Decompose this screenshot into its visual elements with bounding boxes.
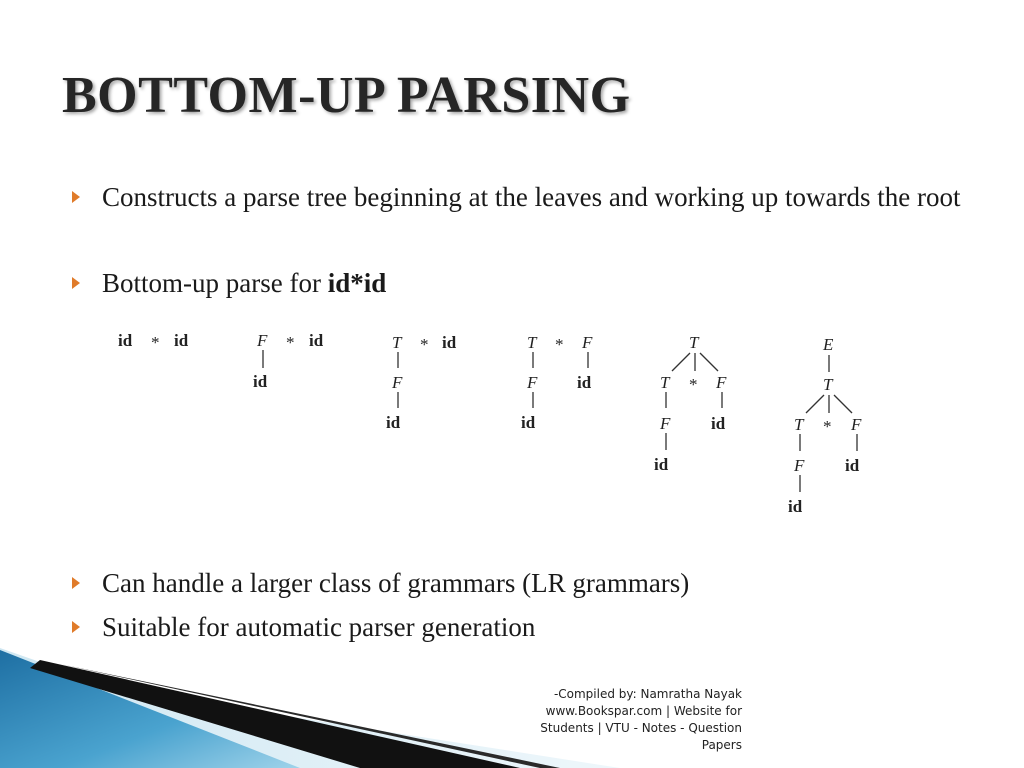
tree-node-id: id [845,456,860,475]
tree-node-id: id [442,333,457,352]
parse-stage-2 [253,331,324,391]
footer-credit [492,686,742,754]
tree-node-id: id [174,331,189,350]
footer-line: -Compiled by: Namratha Nayak [553,687,742,701]
tree-node-T: T [392,333,402,352]
tree-node-star: * [555,335,564,354]
parse-stage-5 [654,333,727,474]
tree-node-T: T [660,373,670,392]
footer-line: Papers [701,738,742,752]
tree-node-id: id [309,331,324,350]
tree-node-F: F [851,415,862,434]
tree-node-id: id [118,331,133,350]
bullet-text-bold: id*id [327,268,387,298]
tree-node-star: * [823,417,832,436]
tree-node-star: * [286,333,295,352]
bullet-text-prefix: Bottom-up parse for [102,268,328,298]
tree-node-id: id [654,455,669,474]
tree-node-id: id [521,413,536,432]
tree-node-F: F [716,373,727,392]
tree-node-T: T [823,375,833,394]
tree-node-E: E [823,335,834,354]
tree-node-id: id [788,497,803,516]
parse-stage-1 [118,331,189,352]
tree-node-F: F [660,414,671,433]
bullet-text: Suitable for automatic parser generation [102,612,536,642]
tree-node-id: id [386,413,401,432]
tree-node-star: * [420,335,429,354]
slide-title: BOTTOM-UP PARSING [62,67,631,124]
tree-node-F: F [582,333,593,352]
bullet-text: Constructs a parse tree beginning at the leaves and working up towards the root [102,182,961,212]
parse-stage-3 [386,333,457,432]
footer-line: Students | VTU - Notes - Question [540,721,742,735]
tree-node-id: id [711,414,726,433]
tree-node-id: id [253,372,268,391]
tree-node-id: id [577,373,592,392]
tree-node-F: F [527,373,538,392]
tree-node-F: F [257,331,268,350]
tree-node-T: T [527,333,537,352]
bullet-text: Can handle a larger class of grammars (LR grammars) [102,568,690,598]
tree-node-T: T [794,415,804,434]
tree-node-F: F [392,373,403,392]
parse-stage-6 [788,335,862,516]
tree-node-T: T [689,333,699,352]
tree-node-star: * [689,375,698,394]
footer-line: www.Bookspar.com | Website for [545,704,742,718]
tree-node-star: * [151,333,160,352]
parse-stage-4 [521,333,593,432]
tree-node-F: F [794,456,805,475]
